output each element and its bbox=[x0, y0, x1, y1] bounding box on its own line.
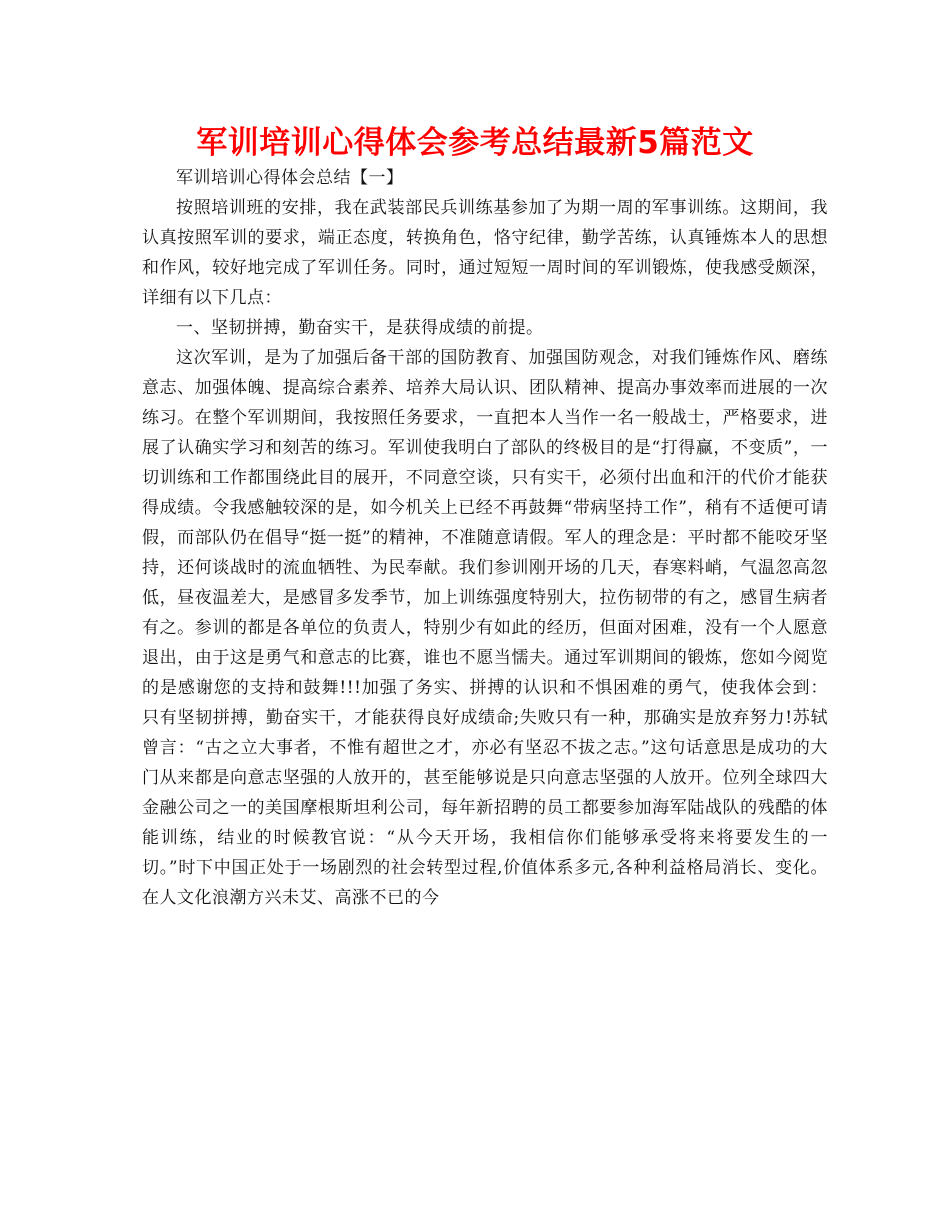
document-title: 军训培训心得体会参考总结最新5篇范文 bbox=[196, 125, 754, 161]
point-heading-1: 一、坚韧拼搏，勤奋实干，是获得成绩的前提。 bbox=[176, 318, 544, 338]
paragraph-intro: 按照培训班的安排，我在武装部民兵训练基参加了为期一周的军事训练。这期间，我认真按照军训的要求，端正态度，转换角色，恪守纪律，勤学苦练，认真锤炼本人的思想和作风，较好地完成了军训任务。同时，通过短短一周时间的军训锻炼，使我感受颇深，详细有以下几点： bbox=[142, 198, 828, 308]
section-heading-1: 军训培训心得体会总结【一】 bbox=[176, 168, 404, 188]
paragraph-body: 这次军训，是为了加强后备干部的国防教育、加强国防观念，对我们锤炼作风、磨练意志、加强体魄、提高综合素养、培养大局认识、团队精神、提高办事效率而进展的一次练习。在整个军训期间，我按照任务要求，一直把本人当作一名一般战士，严格要求，进展了认确实学习和刻苦的练习。军训使我明白了部队的终极目的是“打得赢，不变质”，一切训练和工作都围绕此目的展开，不同意空谈，只有实干，必须付出血和汗的代价才能获得成绩。令我感触较深的是，如今机关上已经不再鼓舞“带病坚持工作”，稍有不适便可请假，而部队仍在倡导“挺一挺”的精神，不准随意请假。军人的理念是：平时都不能咬牙坚持，还何谈战时的流血牺牲、为民奉献。我们参训刚开场的几天，春寒料峭，气温忽高忽低，昼夜温差大，是感冒多发季节，加上训练强度特别大，拉伤韧带的有之，感冒生病者有之。参训的都是各单位的负责人，特别少有如此的经历，但面对困难，没有一个人愿意退出，由于这是勇气和意志的比赛，谁也不愿当懦夫。通过军训期间的锻炼，您如今阅览的是感谢您的支持和鼓舞!!!加强了务实、拼搏的认识和不惧困难的勇气，使我体会到：只有坚韧拼搏，勤奋实干，才能获得良好成绩命;失败只有一种，那确实是放弃努力!苏轼曾言：“古之立大事者，不惟有超世之才，亦必有坚忍不拔之志。”这句话意思是成功的大门从来都是向意志坚强的人放开的，甚至能够说是只向意志坚强的人放开。位列全球四大金融公司之一的美国摩根斯坦利公司，每年新招聘的员工都要参加海军陆战队的残酷的体能训练，结业的时候教官说：“从今天开场，我相信你们能够承受将来将要发生的一切。”时下中国正处于一场剧烈的社会转型过程,价值体系多元,各种利益格局消长、变化。在人文化浪潮方兴未艾、高涨不已的今 bbox=[142, 348, 828, 908]
document-body bbox=[142, 163, 828, 913]
